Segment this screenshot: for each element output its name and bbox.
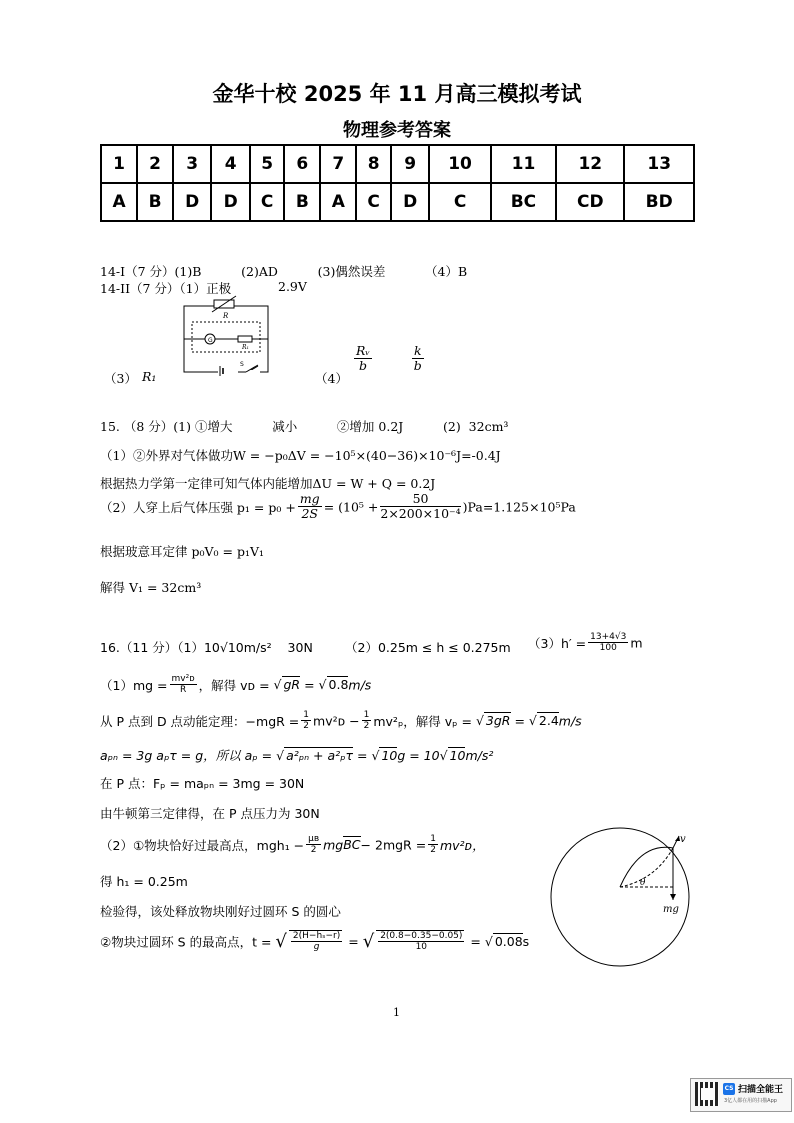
q16-heading-part3 xyxy=(528,632,643,654)
answer-cell: BD xyxy=(624,183,694,221)
q16-part3-prefix: （3）h′ = xyxy=(528,635,587,651)
q16-line-1-text-b: ，解得 vᴅ = xyxy=(198,677,274,693)
answer-table xyxy=(100,144,695,222)
q16-line-2-text-a: 从 P 点到 D 点动能定理：−mgR = xyxy=(100,713,300,729)
question-number-cell: 7 xyxy=(320,145,356,183)
fraction-numerator: 1 xyxy=(363,710,370,720)
fraction-numerator: μʙ xyxy=(308,834,320,844)
q15-line-3-text-c: )Pa=1.125×10⁵Pa xyxy=(462,499,576,515)
scanner-app-badge xyxy=(690,1078,792,1112)
fraction-denominator: b xyxy=(413,358,422,374)
unit: m/s xyxy=(558,713,582,729)
q16-line-1-text-a: （1）mg = xyxy=(100,677,168,693)
circuit-label-s: S xyxy=(240,361,244,368)
circuit-diagram xyxy=(180,294,272,378)
q16-line-9: ②物块过圆环 S 的最高点，t = √ $\frac{\text{2(H−hₛ−r)}}{g}$ = √ $\frac{2(0.8-0.35-0.05)}{10}$ = √ 0.08s xyxy=(100,930,529,953)
fraction-numerator: k xyxy=(414,343,422,358)
question-number-cell: 3 xyxy=(173,145,211,183)
page-title: 金华十校 2025 年 11 月高三模拟考试 xyxy=(212,82,582,106)
angle-label: θ xyxy=(640,878,646,888)
q16-line-3-text-b: g = 10 xyxy=(397,748,440,763)
equals-sign: = xyxy=(344,933,363,949)
radicand: 0.08 xyxy=(494,933,523,949)
page-number: 1 xyxy=(393,1006,400,1019)
q15-line-4: 根据玻意耳定律 p₀V₀ = p₁V₁ xyxy=(100,544,264,559)
fraction-denominator: 2S xyxy=(301,506,319,522)
q15-line-5: 解得 V₁ = 32cm³ xyxy=(100,580,202,595)
q14-part4-fraction-2 xyxy=(410,344,426,374)
circuit-label-r: R xyxy=(223,312,229,320)
scanner-logo-icon xyxy=(723,1083,735,1095)
q16-line-7: 得 h₁ = 0.25m xyxy=(100,874,188,889)
question-number-cell: 10 xyxy=(429,145,490,183)
answer-cell: C xyxy=(429,183,490,221)
fraction-denominator: 2 xyxy=(430,845,436,856)
q16-line-6 xyxy=(100,834,485,856)
question-number-cell: 13 xyxy=(624,145,694,183)
question-number-cell: 2 xyxy=(137,145,173,183)
fraction-denominator: 10 xyxy=(415,942,428,953)
fraction-numerator: 13+4√3 xyxy=(590,632,627,642)
answer-cell: D xyxy=(211,183,249,221)
question-number-cell: 9 xyxy=(391,145,429,183)
q16-line-1 xyxy=(100,674,371,696)
answer-cell: CD xyxy=(556,183,624,221)
q16-line-4: 在 P 点：Fₚ = maₚₙ = 3mg = 30N xyxy=(100,776,305,791)
circle-trajectory-figure xyxy=(545,822,695,972)
fraction-denominator: g xyxy=(313,942,320,953)
answer-cell: BC xyxy=(491,183,556,221)
fraction-denominator: 2×200×10⁻⁴ xyxy=(380,506,461,522)
q16-line-5: 由牛顿第三定律得，在 P 点压力为 30N xyxy=(100,806,320,821)
answer-cell: C xyxy=(356,183,391,221)
circuit-label-g: G xyxy=(208,337,213,344)
q16-line-3 xyxy=(100,746,493,764)
answer-cell: D xyxy=(173,183,211,221)
q14-part1-answers: 14-I（7 分）(1)B (2)AD (3)偶然误差 （4）B xyxy=(100,264,468,279)
fraction-denominator: b xyxy=(359,358,368,374)
q15-line-3-text-b: = (10⁵ + xyxy=(323,499,379,515)
circuit-label-r1: R₁ xyxy=(242,344,249,351)
velocity-label: v xyxy=(680,834,686,845)
answer-cell: A xyxy=(101,183,137,221)
scanner-brand: 扫描全能王 xyxy=(738,1085,784,1095)
q15-line-3-text-a: （2）人穿上后气体压强 p₁ = p₀ + xyxy=(100,499,296,515)
equals-sign: = xyxy=(510,713,529,729)
q16-line-6-text-c: − 2mgR = xyxy=(360,837,427,853)
scanner-tagline: 3亿人都在用的扫描App xyxy=(724,1098,777,1104)
q16-line-6-text-b: mg xyxy=(323,837,344,853)
equals-sign: = xyxy=(300,677,319,693)
fraction-numerator: Rᵥ xyxy=(356,343,371,358)
q14-part3-label: （3） xyxy=(104,371,137,386)
answer-cell: D xyxy=(391,183,429,221)
fraction-denominator: R xyxy=(179,685,187,696)
fraction-numerator: 2(H−hₛ−r) xyxy=(292,931,341,941)
q16-line-6-text-d: mv²ᴅ， xyxy=(439,837,485,853)
q15-heading: 15. （8 分）(1) ①增大 减小 ②增加 0.2J (2) 32cm³ xyxy=(100,419,509,434)
radicand: 10 xyxy=(381,748,398,763)
segment-bc: BC xyxy=(343,837,361,853)
fraction-numerator: 2(0.8−0.35−0.05) xyxy=(380,931,463,941)
fraction-denominator: 2 xyxy=(363,721,370,732)
q14-part4-fraction-1 xyxy=(352,344,374,374)
gravity-label: mg xyxy=(663,904,679,915)
radicand: 10 xyxy=(449,748,466,763)
question-number-cell: 1 xyxy=(101,145,137,183)
q15-line-3 xyxy=(100,492,576,522)
fraction-denominator: 100 xyxy=(599,643,617,654)
q16-line-3-text-a: aₚₙ = 3g aₚτ = g，所以 aₚ = xyxy=(100,748,277,763)
answer-table-numbers-row xyxy=(101,145,694,183)
fraction-numerator: mv²ᴅ xyxy=(171,674,195,684)
radicand: a²ₚₙ + a²ₚτ xyxy=(286,748,354,763)
question-number-cell: 11 xyxy=(491,145,556,183)
answer-table-answers-row xyxy=(101,183,694,221)
q16-line-8: 检验得，该处释放物块刚好过圆环 S 的圆心 xyxy=(100,904,341,919)
radicand: 2.4 xyxy=(538,713,559,729)
question-number-cell: 8 xyxy=(356,145,391,183)
radicand: 0.8 xyxy=(328,677,349,693)
page-subtitle: 物理参考答案 xyxy=(343,120,451,141)
q14-part4-label: （4） xyxy=(315,371,348,386)
scanner-logo-text: CS xyxy=(724,1085,734,1092)
q16-line-6-text-a: （2）①物块恰好过最高点，mgh₁ − xyxy=(100,837,305,853)
radicand: gR xyxy=(283,677,301,693)
question-number-cell: 4 xyxy=(211,145,249,183)
fraction-denominator: 2 xyxy=(310,845,317,856)
q16-line-2-text-c: mv²ₚ，解得 vₚ = xyxy=(373,713,476,729)
q16-line-9-text-a: ②物块过圆环 S 的最高点，t = xyxy=(100,934,276,950)
q16-heading-part2: （2）0.25m ≤ h ≤ 0.275m xyxy=(345,640,511,655)
fraction-numerator: 50 xyxy=(380,492,460,507)
answer-cell: B xyxy=(137,183,173,221)
unit: m/s xyxy=(348,677,372,693)
q16-heading-part1: 16.（11 分）（1）10√10m/s² 30N xyxy=(100,640,313,655)
q16-part3-unit: m xyxy=(630,635,643,651)
equals-sign: = xyxy=(353,748,372,763)
fraction-numerator: 1 xyxy=(430,834,436,844)
radicand: 3gR xyxy=(485,713,511,729)
fraction-numerator: 1 xyxy=(303,710,310,720)
q16-line-2-text-b: mv²ᴅ − xyxy=(313,713,360,729)
answer-cell: A xyxy=(320,183,356,221)
answer-cell: B xyxy=(284,183,320,221)
unit: s xyxy=(522,933,530,949)
q15-line-1: （1）②外界对气体做功W = −p₀ΔV = −10⁵×(40−36)×10⁻⁶J=-0.4J xyxy=(100,448,501,463)
answer-cell: C xyxy=(250,183,285,221)
question-number-cell: 6 xyxy=(284,145,320,183)
qr-code-icon xyxy=(695,1082,719,1106)
question-number-cell: 12 xyxy=(556,145,624,183)
q15-line-2: 根据热力学第一定律可知气体内能增加ΔU = W + Q = 0.2J xyxy=(100,476,436,491)
fraction-numerator: mg xyxy=(299,491,320,506)
q14-part3-answer: R₁ xyxy=(142,369,157,384)
unit: m/s² xyxy=(465,748,494,763)
q16-line-2 xyxy=(100,710,582,732)
equals-sign: = xyxy=(466,933,485,949)
q14-part2-voltage: 2.9V xyxy=(278,279,307,294)
question-number-cell: 5 xyxy=(250,145,285,183)
q14-part2-answer-1: 14-II（7 分）（1）正极 xyxy=(100,281,232,296)
fraction-denominator: 2 xyxy=(303,721,310,732)
